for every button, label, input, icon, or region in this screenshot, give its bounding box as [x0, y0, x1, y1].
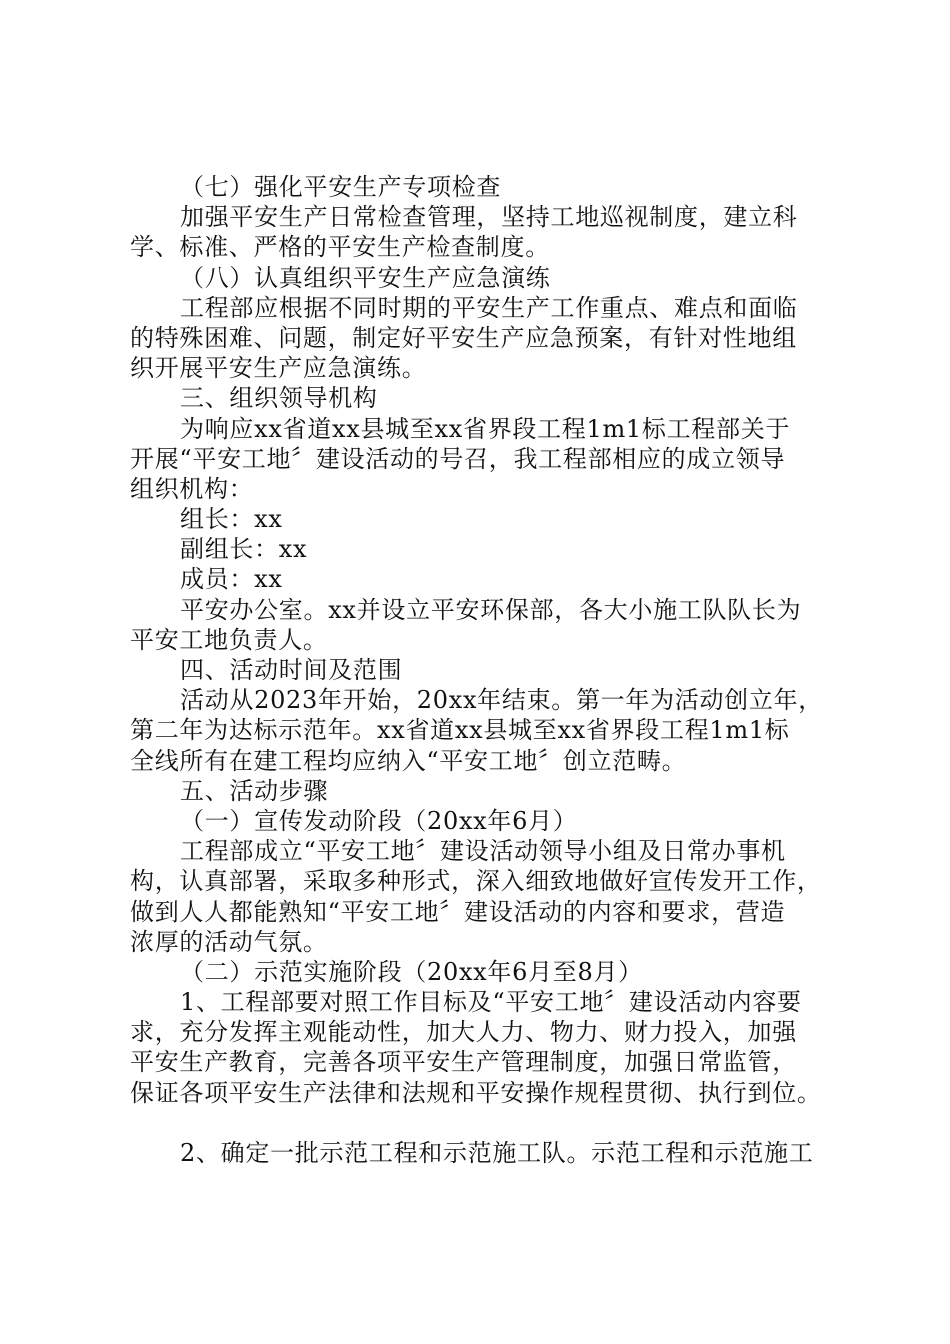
text-line: 三、组织领导机构 [180, 384, 378, 413]
text-line: 浓厚的活动气氛。 [130, 927, 328, 956]
text-line: 1、工程部要对照工作目标及“平安工地〞建设活动内容要 [180, 988, 802, 1017]
text-line: 构，认真部署，采取多种形式，深入细致地做好宣传发开工作， [130, 867, 822, 896]
text-line: 工程部应根据不同时期的平安生产工作重点、难点和面临 [180, 293, 798, 322]
text-line: 组长：xx [180, 505, 283, 534]
text-line: （一）宣传发动阶段（20xx年6月） [180, 806, 578, 835]
text-line: 做到人人都能熟知“平安工地〞建设活动的内容和要求，营造 [130, 897, 786, 926]
text-line: 开展“平安工地〞建设活动的号召，我工程部相应的成立领导 [130, 444, 786, 473]
text-line: 为响应xx省道xx县城至xx省界段工程1m1标工程部关于 [180, 414, 791, 443]
text-line: 全线所有在建工程均应纳入“平安工地〞创立范畴。 [130, 746, 687, 775]
text-line: 平安工地负责人。 [130, 625, 328, 654]
text-line: （七）强化平安生产专项检查 [180, 173, 502, 201]
text-line: （二）示范实施阶段（20xx年6月至8月） [180, 957, 643, 986]
text-line: 五、活动步骤 [180, 776, 329, 805]
text-line: 平安生产教育，完善各项平安生产管理制度，加强日常监管， [130, 1048, 797, 1077]
text-line: 2、确定一批示范工程和示范施工队。示范工程和示范施工 [180, 1138, 814, 1167]
text-line: 学、标准、严格的平安生产检查制度。 [130, 233, 550, 262]
text-line: 的特殊困难、问题，制定好平安生产应急预案，有针对性地组 [130, 323, 797, 352]
text-line: 成员：xx [180, 565, 283, 594]
text-line: 活动从2023年开始，20xx年结束。第一年为活动创立年， [180, 686, 823, 715]
text-line: 织开展平安生产应急演练。 [130, 354, 427, 383]
document-body [130, 172, 825, 1168]
text-line: 组织机构： [130, 474, 254, 503]
text-line: 四、活动时间及范围 [180, 656, 403, 684]
text-line: 保证各项平安生产法律和法规和平安操作规程贯彻、执行到位。 [130, 1078, 822, 1107]
text-line: 平安办公室。xx并设立平安环保部，各大小施工队队长为 [180, 595, 802, 624]
text-line: 求，充分发挥主观能动性，加大人力、物力、财力投入，加强 [130, 1018, 797, 1047]
blank-line [130, 1108, 825, 1138]
text-line: 第二年为达标示范年。xx省道xx县城至xx省界段工程1m1标 [130, 716, 790, 745]
text-line: （八）认真组织平安生产应急演练 [180, 263, 551, 292]
text-line: 加强平安生产日常检查管理，坚持工地巡视制度，建立科 [180, 203, 798, 232]
text-line: 工程部成立“平安工地〞建设活动领导小组及日常办事机 [180, 837, 786, 866]
text-line: 副组长：xx [180, 535, 308, 564]
